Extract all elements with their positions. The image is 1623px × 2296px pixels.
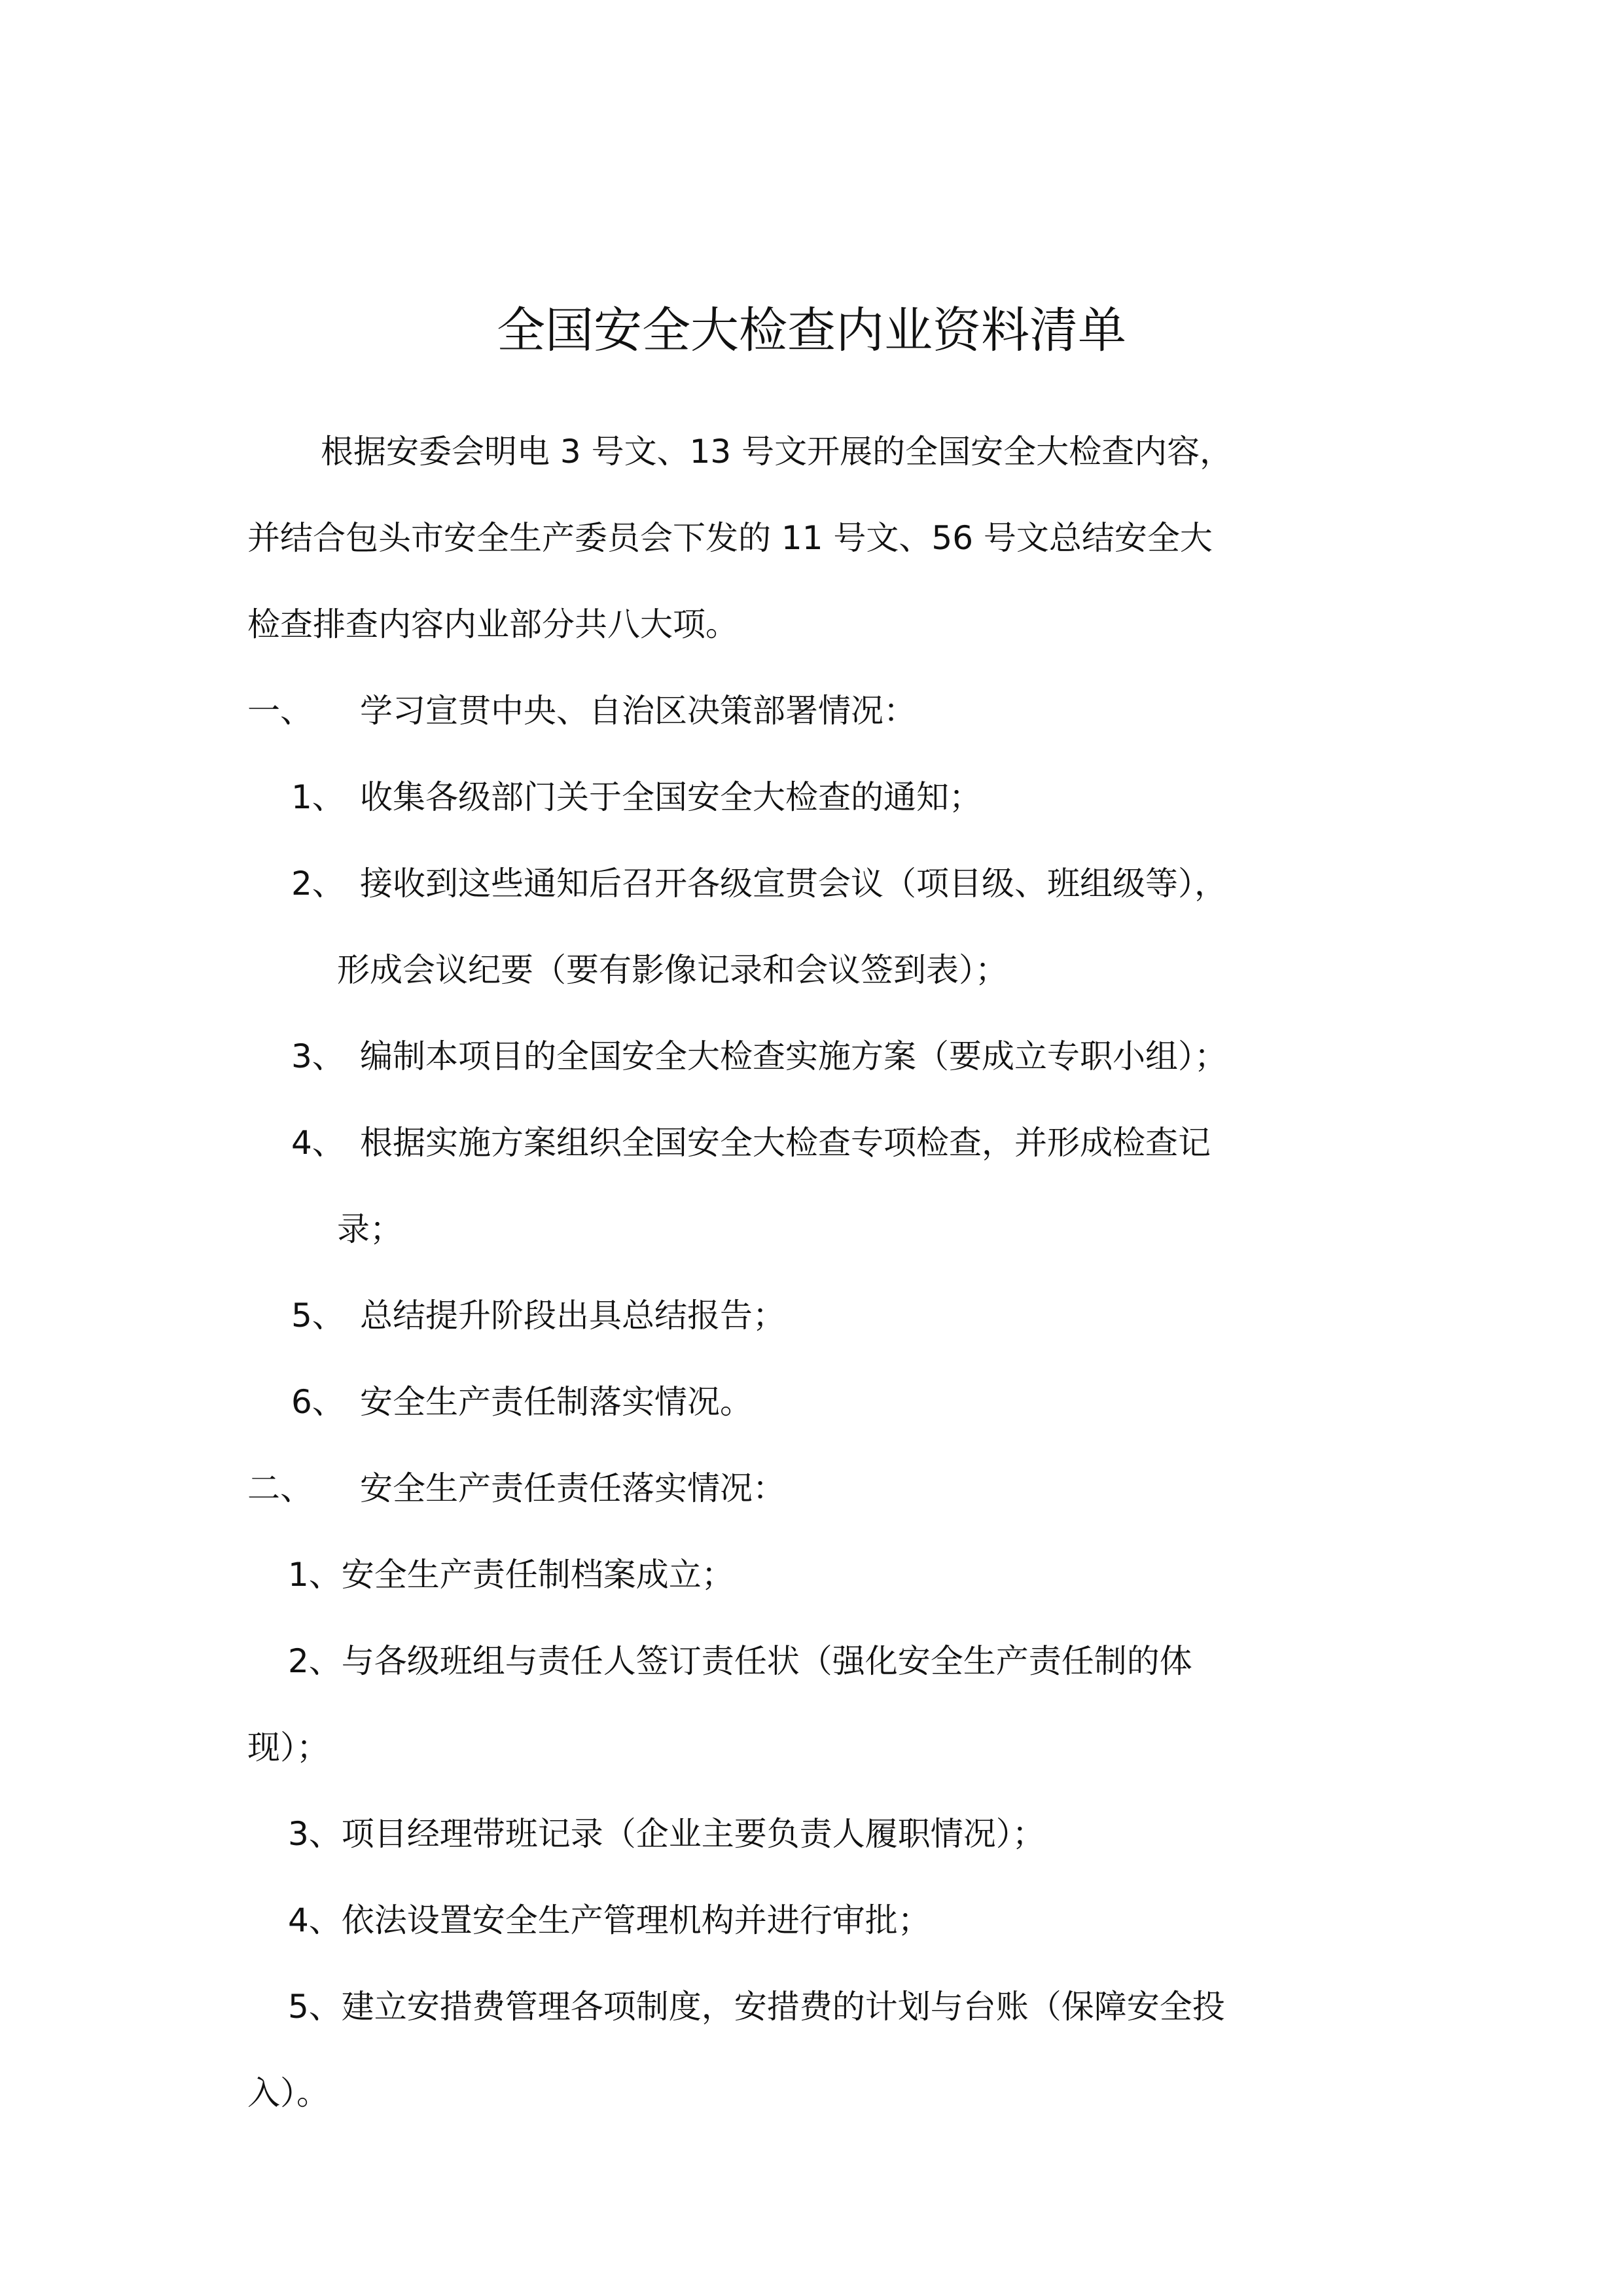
list-item-text: 录； — [337, 1210, 402, 1248]
intro-line-1: 根据安委会明电 3 号文、13 号文开展的全国安全大检查内容， — [321, 433, 1233, 471]
section-title: 安全生产责任责任落实情况： — [360, 1469, 785, 1507]
list-item-number: 6、 — [291, 1383, 345, 1421]
list-item-text: 根据实施方案组织全国安全大检查专项检查，并形成检查记 — [360, 1124, 1211, 1162]
list-item-text: 形成会议纪要（要有影像记录和会议签到表）； — [337, 951, 1008, 989]
list-item-text: 现）； — [247, 1729, 329, 1767]
list-item-text: 入）。 — [247, 2074, 329, 2112]
list-item-text: 收集各级部门关于全国安全大检查的通知； — [360, 778, 982, 816]
list-item-number: 3、 — [291, 1037, 345, 1075]
list-item-text: 编制本项目的全国安全大检查实施方案（要成立专职小组）； — [360, 1037, 1227, 1075]
list-item-text: 接收到这些通知后召开各级宣贯会议（项目级、班组级等）， — [360, 865, 1227, 903]
section-marker: 一、 — [247, 692, 313, 730]
document-title: 全国安全大检查内业资料清单 — [497, 302, 1126, 359]
list-item-number: 4、 — [291, 1124, 345, 1162]
list-item-text: 5、建立安措费管理各项制度，安措费的计划与台账（保障安全投 — [288, 1988, 1225, 2026]
section-title: 学习宣贯中央、自治区决策部署情况： — [360, 692, 916, 730]
list-item-text: 3、项目经理带班记录（企业主要负责人履职情况）； — [288, 1815, 1045, 1853]
list-item-number: 2、 — [291, 865, 345, 903]
list-item-text: 2、与各级班组与责任人签订责任状（强化安全生产责任制的体 — [288, 1642, 1192, 1680]
intro-line-2: 并结合包头市安全生产委员会下发的 11 号文、56 号文总结安全大 — [247, 519, 1213, 557]
section-marker: 二、 — [247, 1469, 313, 1507]
list-item-number: 1、 — [291, 778, 345, 816]
list-item-number: 5、 — [291, 1297, 345, 1335]
list-item-text: 4、依法设置安全生产管理机构并进行审批； — [288, 1901, 931, 1939]
list-item-text: 总结提升阶段出具总结报告； — [360, 1297, 785, 1335]
intro-line-3: 检查排查内容内业部分共八大项。 — [247, 605, 738, 643]
list-item-text: 1、安全生产责任制档案成立； — [288, 1556, 734, 1594]
list-item-text: 安全生产责任制落实情况。 — [360, 1383, 753, 1421]
